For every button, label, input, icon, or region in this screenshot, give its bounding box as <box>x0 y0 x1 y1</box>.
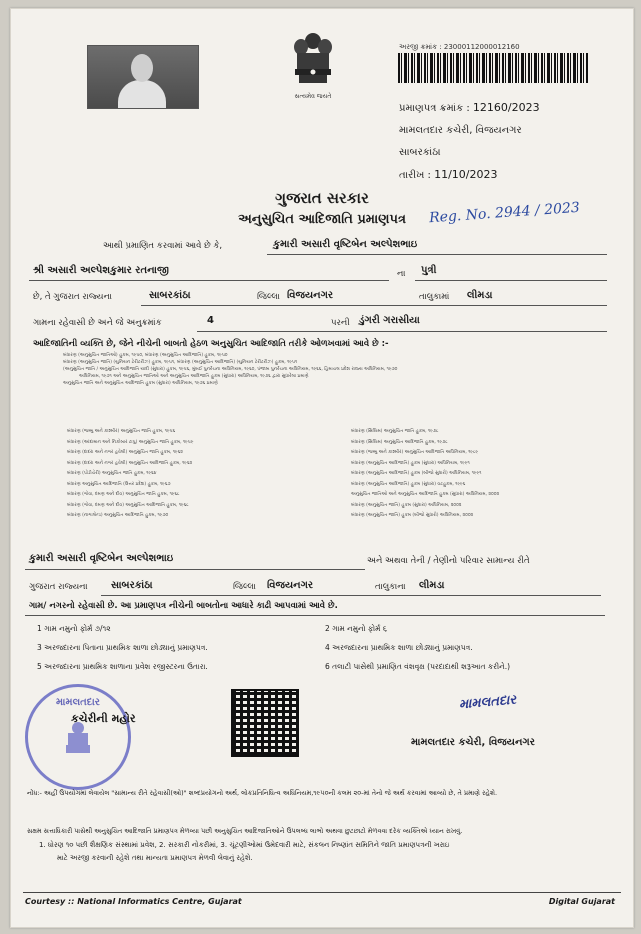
fine-item: બંધારણ (સિક્કિમ) અનુસુચિત જાતિ હુકમ, ૧૯૭૮ <box>351 429 439 434</box>
emblem-caption: સત્યમેવ જયતે <box>294 93 332 100</box>
certificate-info <box>399 97 540 187</box>
signature: મામલતદાર <box>458 692 517 713</box>
doc-item: 1 ગામ નમુનો ફોર્મ ૭/૧૨ <box>37 624 111 633</box>
taluka-2: વિજયનગર <box>267 580 314 591</box>
relation-label: ના <box>397 269 406 279</box>
doc-item: 2 ગામ નમુનો ફોર્મ ૬ <box>325 624 387 633</box>
fine-item: બંધારણ (અનુસુચિત આદિજાતિ) હુકમ (સુધારા) અધિનિયમ, ૧૯૯૧ <box>351 460 470 466</box>
district-label-2: જિલ્લા <box>233 582 256 592</box>
note-4: માટે અરજી કરવાની રહેશે તથા માન્યતા પ્રમાણપત્ર મેળવી લેવાનું રહેશે. <box>57 854 253 862</box>
fine-item: બંધારણ (અનુસુચિત જાતિ) હુકમ (બીજો સુધારો) અધિનિયમ, ૨૦૦૨ <box>351 513 474 518</box>
applicant-name-2: કુમારી અસારી વૃષ્ટિબેન અલ્પેશભાઇ <box>29 553 174 564</box>
district-2: સાબરકાંઠા <box>111 580 153 591</box>
issuing-district: સાબરકાંઠા <box>399 147 441 158</box>
village-2: લીમડા <box>419 580 445 591</box>
fine-item: બંધારણ (નાગાલેન્ડ) અનુસુચિત આદિજાતિ હુકમ, ૧૯૭૦ <box>67 513 169 518</box>
taluka-label-2: તાલુકાના <box>375 582 406 592</box>
rule <box>415 280 607 281</box>
doc-item: 3 અરજદારના પિતાના પ્રાથમિક શાળા છોડ્યાનું પ્રમાણપત્ર. <box>37 643 208 652</box>
fine-item: બંધારણ (અનુસુચિત આદિજાતિ) હુકમ (સુધારા) વટહુકમ, ૧૯૯૬ <box>351 481 466 487</box>
district-label: જિલ્લા <box>257 292 280 302</box>
seal-text: મામલતદાર <box>56 697 100 708</box>
fine-item: બંધારણ (અનુસુચિત જાતિ) હુકમ (સુધારા) અધિનિયમ, ૨૦૦૨ <box>351 502 462 508</box>
fine-item: બંધારણ (સિક્કિમ) અનુસુચિત આદિજાતિ હુકમ, ૧૯૭૮ <box>351 439 448 445</box>
panchayat-label: પરની <box>331 318 350 328</box>
national-emblem-icon <box>287 31 339 91</box>
taluka: વિજયનગર <box>287 290 334 301</box>
fine-line: બંધારણ (અનુસુચિત જાતિ) (યુનિયન ટેરીટરીઝ) હુકમ, ૧૯૫૧, બંધારણ (અનુસુચિત આદિજાતિ) (યુનિયન ટેરીટરીઝ) હુકમ, ૧૯૫૧ <box>63 360 298 365</box>
doc-item: 5 અરજદારના પ્રાથમિક શાળાના પ્રવેશ રજીસ્ટરના ઉતારા. <box>37 662 208 671</box>
tribe-text: આદિજાતિની વ્યક્તિ છે, જેને નીચેની બાબતો હેઠળ અનુસુચિત આદિજાતિ તરીકે ઓળખવામાં આવે છે :- <box>33 339 389 349</box>
handwritten-reg-no: Reg. No. 2944 / 2023 <box>428 199 581 227</box>
certificate-title: અનુસુચિત આદિજાતિ પ્રમાણપત્ર <box>238 212 406 227</box>
fine-item: બંધારણ (પોંડીચેરી) અનુસુચિત જાતિ હુકમ, ૧૯૬૪ <box>67 471 157 476</box>
date-label: તારીખ : <box>399 170 431 181</box>
taluka-label: તાલુકામાં <box>419 292 450 302</box>
fine-item: બંધારણ (ગોવા, દમણ અને દીવ) અનુસુચિત આદિજાતિ હુકમ, ૧૯૬૮ <box>67 502 189 508</box>
note-3: 1. ધોરણ ૧૦ પછી શૈક્ષણિક સંસ્થામાં પ્રવેશ, 2. સરકારી નોકરીમાં, 3. ચૂંટણીઓમાં ઉમેદવારી માટે, સંકલન નિષ્ણાંત સમિતિને જાતિ પ્રમાણપત્રની ખરાઇ <box>39 841 450 849</box>
fine-item: બંધારણ (અનુસુચિત આદિજાતિ) હુકમ (બીજો સુધારો) અધિનિયમ, ૧૯૯૧ <box>351 471 482 476</box>
doc-item: 4 અરજદારના પ્રાથમિક શાળા છોડ્યાનું પ્રમાણપત્ર. <box>325 643 473 652</box>
doc-item: 6 તલાટી પાસેથી પ્રમાણિત વંશવૃક્ષ (પરદાદાથી શરૂઆત કરીને.) <box>325 662 511 671</box>
docs-left <box>37 619 297 676</box>
rule <box>29 280 389 281</box>
fine-item: બંધારણ (ગોવા, દમણ અને દીવ) અનુસુચિત જાતિ હુકમ, ૧૯૬૮ <box>67 492 180 497</box>
applicant-name: કુમારી અસારી વૃષ્ટિબેન અલ્પેશભાઇ <box>273 239 418 250</box>
footer <box>23 892 621 911</box>
office-seal <box>25 684 131 790</box>
village: લીમડા <box>467 290 493 301</box>
certify-text: આથી પ્રમાણિત કરવામાં આવે છે કે, <box>103 241 223 251</box>
barcode <box>398 53 588 83</box>
fine-left-list <box>67 427 307 522</box>
cert-no: 12160/2023 <box>472 101 540 114</box>
courtesy-text: Courtesy :: National Informatics Centre, Gujarat <box>25 897 242 906</box>
note-1: નોંધ:- અહીં ઉપયોગમાં લેવાયેલ "સામાન્ય રીતે રહેવાસી(ઓ)" શબ્દપ્રયોગનો અર્થ, લોકપ્રતિનિધિત્વ અધિનિયમ,૧૯૫૦ની કલમ ૨૦-માં તેનો જે અર્થ કરવામાં આવ્યો છે, તે પ્રમાણે રહેશે. <box>27 789 498 797</box>
issue-date: 11/10/2023 <box>434 168 498 181</box>
fine-right-list <box>351 427 611 522</box>
fine-line: અનુસુચિત જાતિ અને અનુસુચિત આદિજાતિ હુકમ (સુધારા) અધિનિયમ, ૧૯૭૬ પ્રમાણે <box>63 381 218 386</box>
rule <box>25 615 605 616</box>
rule <box>267 254 607 255</box>
fine-item: બંધારણ (જમ્મુ અને કાશ્મીર) અનુસુચિત જાતિ હુકમ, ૧૯૫૬ <box>67 429 176 434</box>
family-text: અને અથવા તેની / તેણીનો પરિવાર સામાન્ય રીતે <box>367 556 530 566</box>
signatory-office: મામલતદાર કચેરી, વિજયનગર <box>411 737 535 748</box>
seal-emblem-icon <box>62 721 94 757</box>
rule <box>101 595 601 596</box>
serial-number: 4 <box>207 315 214 326</box>
rule <box>25 569 365 570</box>
application-number: અરજી ક્રમાંક : 23000112000012160 <box>399 43 520 51</box>
seal-office-label: કચેરીની મહોર <box>71 712 136 725</box>
fine-item: અનુસુચિત જાતિઓ અને અનુસુચિત આદિજાતિ હુકમ (સુધારા) અધિનિયમ, ૨૦૦૨ <box>351 492 500 497</box>
fine-line: (અનુસુચિત જાતિ / અનુસુચિત આદિજાતિ યાદી (સુધારા) હુકમ, ૧૯૫૬, મુંબઈ પુનર્રચના અધિનિયમ, ૧૯૬૦, પંજાબ પુનર્રચના અધિનિયમ, ૧૯૬૬, હિમાચલ પ્રદેશ રાજ્ય અધિનિયમ, ૧૯૭૦ <box>63 367 398 372</box>
fine-line: બંધારણ (અનુસુચિત જાતિઓ) હુકમ, ૧૯૫૦, બંધારણ (અનુસુચિત આદિજાતિ) હુકમ, ૧૯૫૦ <box>63 353 228 358</box>
tribe-name: ડુંગરી ગરાસીયા <box>359 315 420 326</box>
fine-print-block <box>63 352 623 387</box>
relation: પુત્રી <box>421 265 437 276</box>
father-name: શ્રી અસારી અલ્પેશકુમાર રતનાજી <box>33 265 169 276</box>
brand-text: Digital Gujarat <box>548 897 615 906</box>
state-label-2: ગુજરાત રાજ્યના <box>29 582 88 592</box>
rule <box>141 305 607 306</box>
applicant-photo <box>87 45 199 109</box>
state-label: છે, તે ગુજરાત રાજ્યના <box>33 292 112 302</box>
government-title: ગુજરાત સરકાર <box>275 189 369 207</box>
district: સાબરકાંઠા <box>149 290 191 301</box>
issuing-office: મામલતદાર કચેરી, વિજયનગર <box>399 125 522 136</box>
fine-item: બંધારણ (દાદરા અને નગર હવેલી) અનુસુચિત જાતિ હુકમ, ૧૯૬૨ <box>67 450 183 455</box>
fine-item: બંધારણ અનુસુચિત આદિજાતિ (ઉત્તર પ્રદેશ) હુકમ, ૧૯૬૭ <box>67 481 171 487</box>
village-text: ગામ/ નગરનો રહેવાસી છે. આ પ્રમાણપત્ર નીચેની બાબતોના આધારે કાઢી આપવામાં આવે છે. <box>29 601 338 611</box>
note-2: સક્ષમ સત્તાધિકારી પાસેથી અનુસુચિત આદિજાતિ પ્રમાણપત્ર મેળવ્યા પછી અનુસુચિત આદિજાતિઓને ઉપલબ્ધ લાભો અથવા છુટછાટો મેળવવા દરેક વ્યક્તિએ ધ્યાન રાખવું. <box>27 827 463 835</box>
qr-code <box>231 689 299 757</box>
docs-right <box>325 619 625 676</box>
rule <box>197 331 607 332</box>
fine-line: અધિનિયમ, ૧૯૭૧ અને અનુસુચિત જાતિઓ અને અનુસુચિત આદિજાતિ હુકમ (સુધારા) અધિનિયમ, ૧૯૭૬ દ્વારા સુધારેલા પ્રમાણે <box>79 374 309 379</box>
certificate-page <box>10 8 634 928</box>
fine-item: બંધારણ (દાદરા અને નગર હવેલી) અનુસુચિત આદિજાતિ હુકમ, ૧૯૬૨ <box>67 460 193 466</box>
fine-item: બંધારણ (આંદામાન અને નિકોબાર ટાપુ) અનુસુચિત જાતિ હુકમ, ૧૯૫૯ <box>67 439 194 445</box>
fine-item: બંધારણ (જમ્મુ અને કાશ્મીર) અનુસુચિત આદિજાતિ અધિનિયમ, ૧૯૮૯ <box>351 450 479 455</box>
cert-no-label: પ્રમાણપત્ર ક્રમાંક : <box>399 103 470 114</box>
resident-label: ગામના રહેવાસી છે અને જે અનુક્રમાંક <box>33 318 162 328</box>
